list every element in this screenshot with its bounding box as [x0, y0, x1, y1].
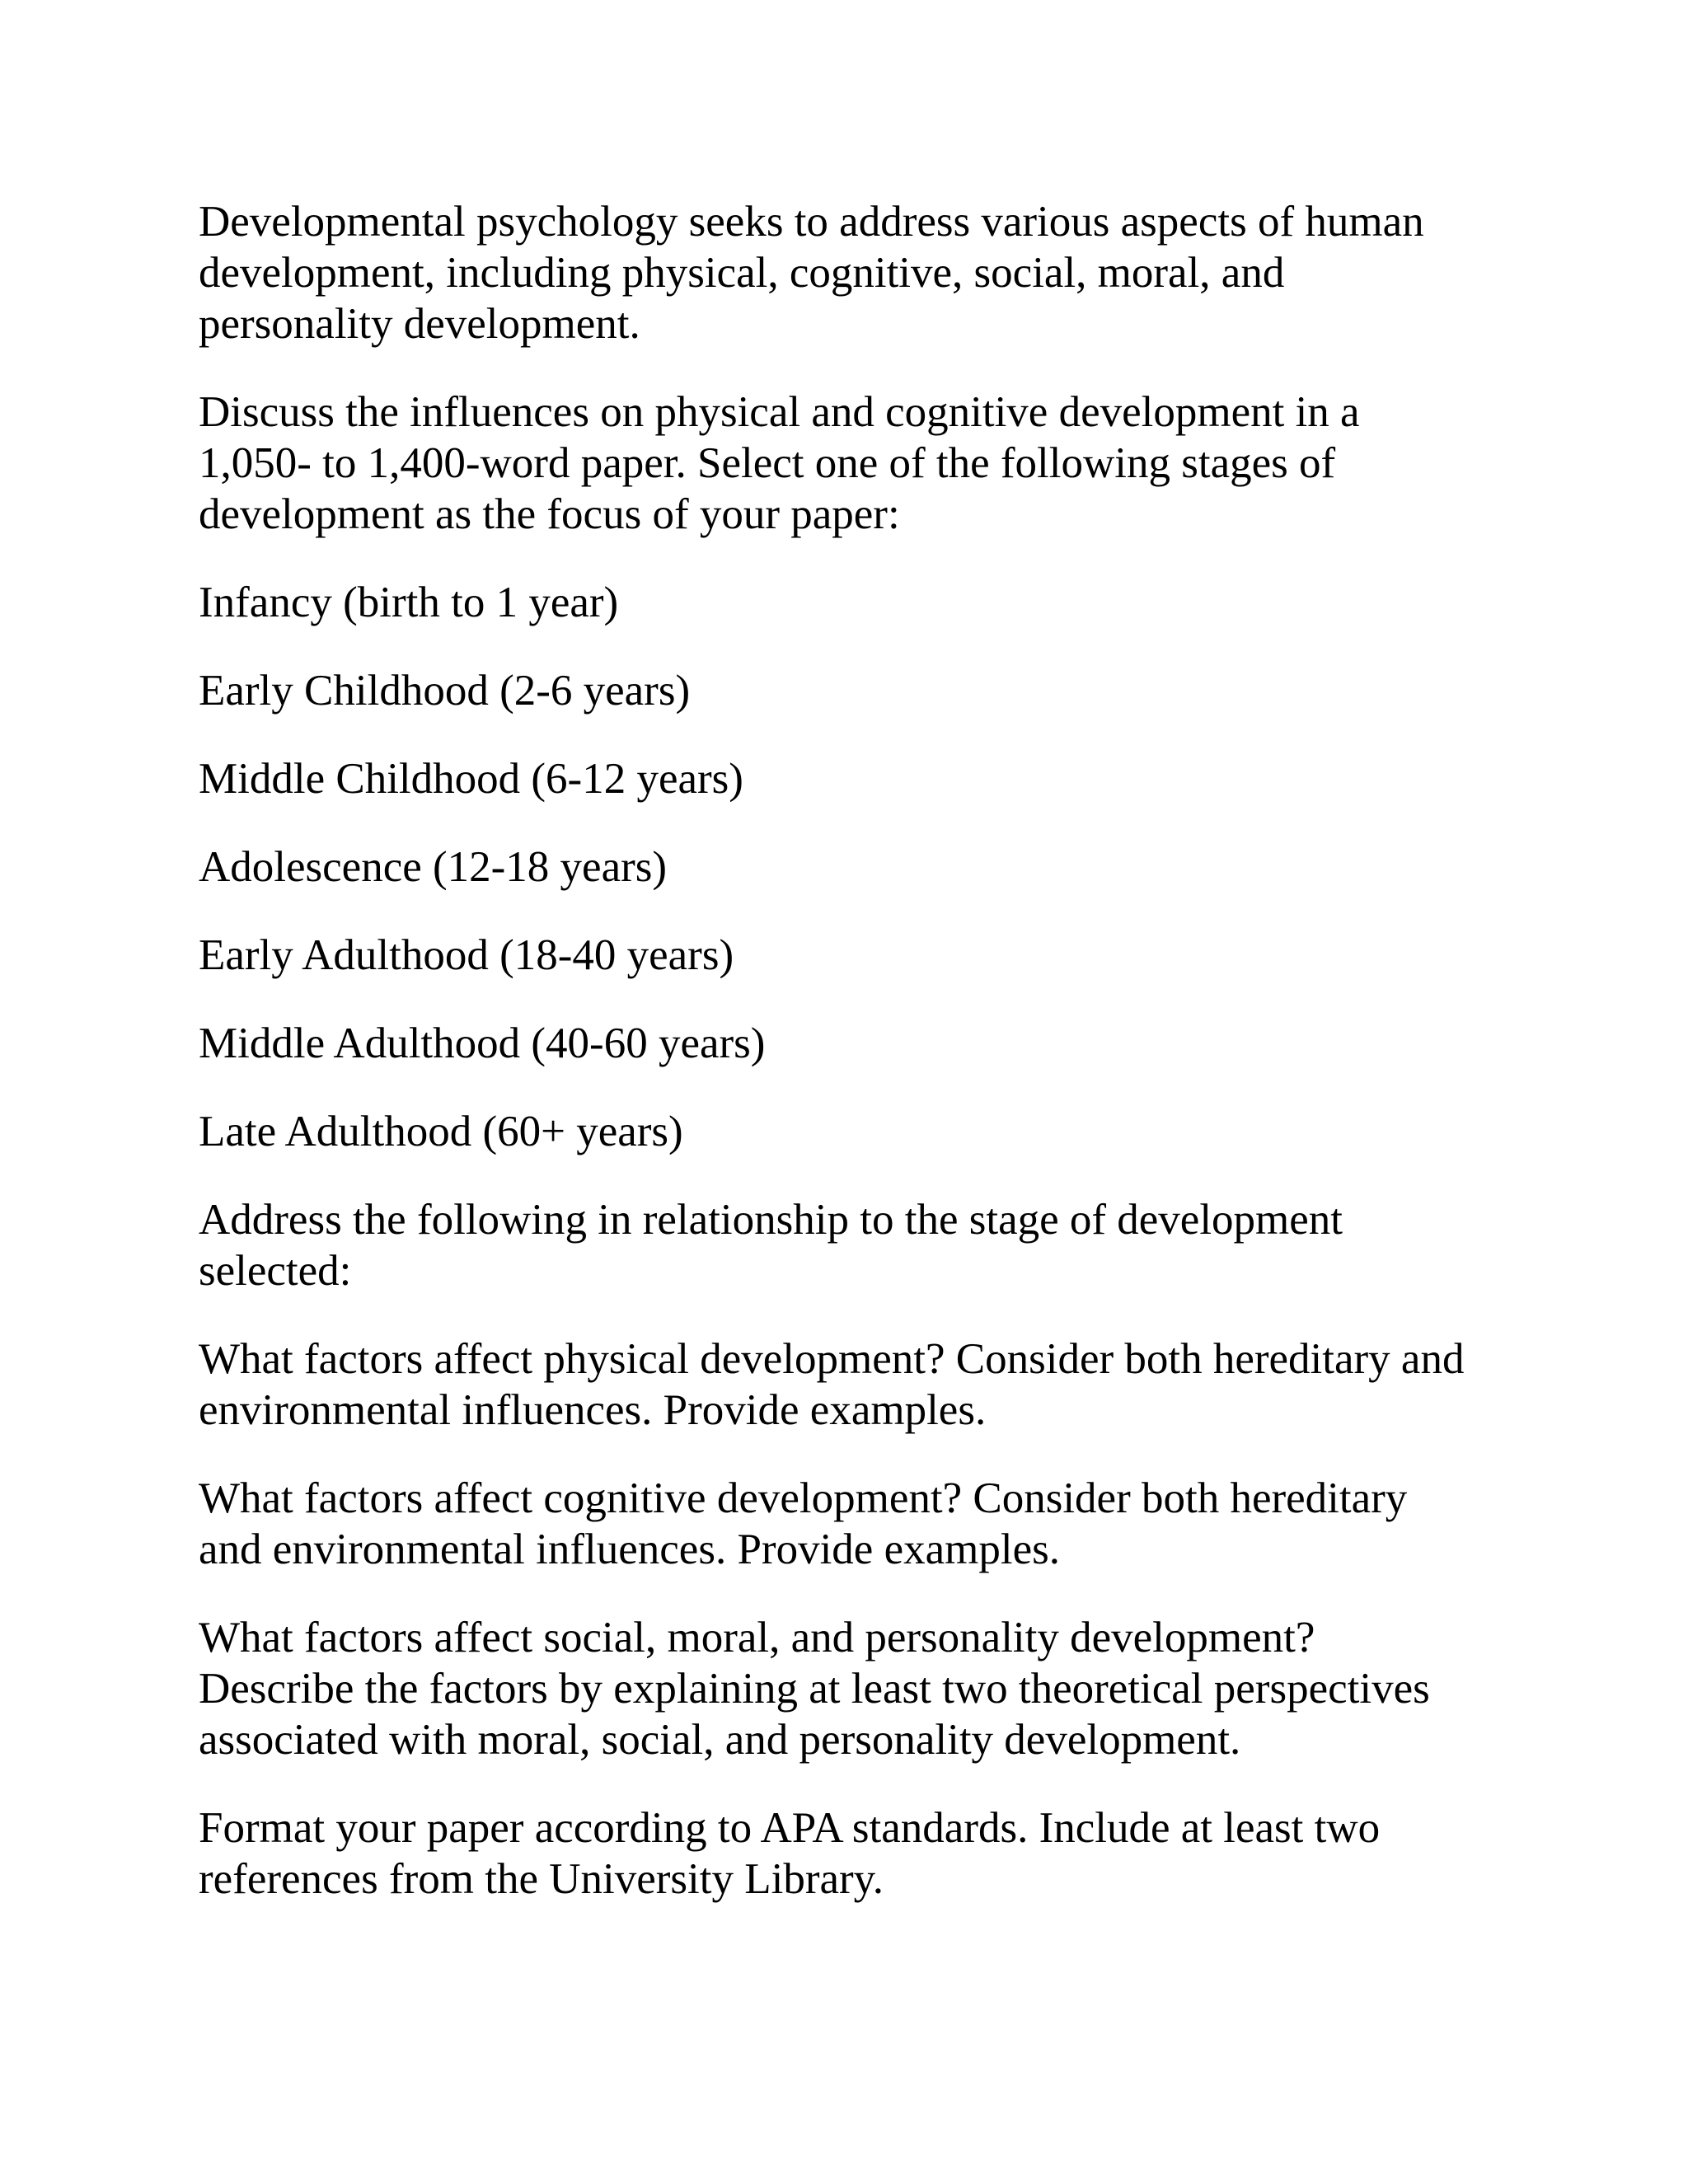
address-prompt-paragraph: Address the following in relationship to the stage of development selected:	[199, 1196, 1343, 1295]
question-social-moral-personality: What factors affect social, moral, and personality development? Describe the factors by explaining at least two theoretical perspectives associated with moral, social, and personality development.	[199, 1614, 1430, 1764]
document-body	[199, 196, 1509, 1942]
format-note-paragraph: Format your paper according to APA standards. Include at least two references from the University Library.	[199, 1804, 1381, 1903]
stage-item-middle-childhood: Middle Childhood (6-12 years)	[199, 755, 743, 803]
instructions-paragraph: Discuss the influences on physical and cognitive development in a 1,050- to 1,400-word paper. Select one of the following stages of development as the focus of your paper:	[199, 388, 1360, 538]
stage-item-infancy: Infancy (birth to 1 year)	[199, 579, 619, 626]
stage-item-early-adulthood: Early Adulthood (18-40 years)	[199, 931, 734, 979]
stage-item-adolescence: Adolescence (12-18 years)	[199, 843, 668, 891]
stage-item-late-adulthood: Late Adulthood (60+ years)	[199, 1108, 683, 1155]
stage-item-early-childhood: Early Childhood (2-6 years)	[199, 667, 691, 715]
intro-paragraph: Developmental psychology seeks to address various aspects of human development, including physical, cognitive, social, moral, and personality development.	[199, 198, 1424, 348]
question-physical: What factors affect physical development? Consider both hereditary and environmental influences. Provide examples.	[199, 1335, 1465, 1434]
question-cognitive: What factors affect cognitive development? Consider both hereditary and environmental influences. Provide examples.	[199, 1474, 1408, 1573]
stage-item-middle-adulthood: Middle Adulthood (40-60 years)	[199, 1019, 766, 1067]
